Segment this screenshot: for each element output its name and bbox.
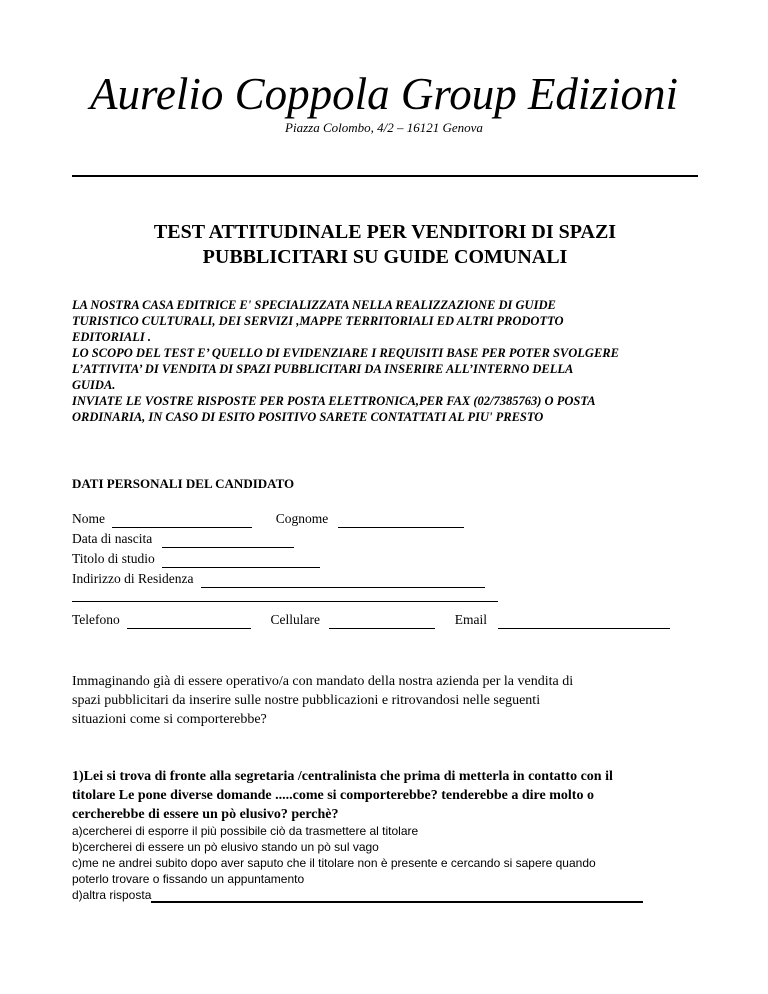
- intro-line: L’ATTIVITA’ DI VENDITA DI SPAZI PUBBLICITARI DA INSERIRE ALL’INTERNO DELLA: [72, 362, 574, 376]
- scenario-line: spazi pubblicitari da inserire sulle nostre pubblicazioni e ritrovandosi nelle seguenti: [72, 693, 541, 708]
- question-line: titolare Le pone diverse domande .....come si comporterebbe? tenderebbe a dire molto o: [72, 788, 594, 803]
- intro-line: LA NOSTRA CASA EDITRICE E' SPECIALIZZATA NELLA REALIZZAZIONE DI GUIDE: [72, 298, 556, 312]
- email-field[interactable]: [498, 614, 670, 629]
- title-line-1: TEST ATTITUDINALE PER VENDITORI DI SPAZI: [153, 221, 617, 243]
- document-title: [72, 220, 698, 270]
- cognome-label: Cognome: [275, 511, 329, 526]
- personal-data-heading: DATI PERSONALI DEL CANDIDATO: [72, 476, 295, 491]
- name-row: [72, 510, 464, 528]
- data-nascita-label: Data di nascita: [72, 531, 153, 546]
- cellulare-field[interactable]: [329, 614, 435, 629]
- company-name: Aurelio Coppola Group Edizioni: [90, 69, 678, 119]
- answer-d-label: d)altra risposta: [72, 888, 152, 902]
- birthdate-row: [72, 530, 294, 548]
- intro-paragraph: [72, 297, 712, 425]
- intro-line: INVIATE LE VOSTRE RISPOSTE PER POSTA ELETTRONICA,PER FAX (02/7385763) O POSTA: [72, 394, 596, 408]
- question-line: 1)Lei si trova di fronte alla segretaria /centralinista che prima di metterla in contatto con il: [72, 769, 613, 784]
- cognome-field[interactable]: [338, 513, 464, 528]
- answer-d-row: [72, 887, 712, 903]
- indirizzo-label: Indirizzo di Residenza: [72, 571, 194, 586]
- address-row: [72, 570, 485, 588]
- nome-label: Nome: [72, 511, 105, 526]
- intro-line: ORDINARIA, IN CASO DI ESITO POSITIVO SARETE CONTATTATI AL PIU' PRESTO: [72, 410, 544, 424]
- answer-b[interactable]: b)cercherei di essere un pò elusivo stando un pò sul vago: [72, 840, 379, 854]
- company-address: Piazza Colombo, 4/2 – 16121 Genova: [285, 120, 483, 135]
- telefono-field[interactable]: [127, 614, 251, 629]
- email-label: Email: [454, 612, 488, 627]
- question-1-answers: [72, 823, 712, 903]
- titolo-studio-label: Titolo di studio: [72, 551, 155, 566]
- intro-line: GUIDA.: [72, 378, 116, 392]
- titolo-studio-field[interactable]: [162, 553, 320, 568]
- answer-c[interactable]: c)me ne andrei subito dopo aver saputo che il titolare non è presente e cercando si sapere quando: [72, 856, 596, 870]
- indirizzo-field[interactable]: [201, 573, 485, 588]
- question-1: [72, 767, 712, 824]
- telefono-label: Telefono: [72, 612, 120, 627]
- question-line: cercherebbe di essere un pò elusivo? perchè?: [72, 807, 339, 822]
- answer-d-field[interactable]: [151, 889, 643, 903]
- cellulare-label: Cellulare: [270, 612, 321, 627]
- contact-row: [72, 611, 670, 629]
- intro-line: TURISTICO CULTURALI, DEI SERVIZI ,MAPPE TERRITORIALI ED ALTRI PRODOTTO: [72, 314, 564, 328]
- address-continuation-field[interactable]: [72, 601, 498, 602]
- study-row: [72, 550, 320, 568]
- intro-line: EDITORIALI .: [72, 330, 151, 344]
- scenario-line: situazioni come si comporterebbe?: [72, 712, 267, 727]
- answer-a[interactable]: a)cercherei di esporre il più possibile ciò da trasmettere al titolare: [72, 824, 419, 838]
- title-line-2: PUBBLICITARI SU GUIDE COMUNALI: [202, 246, 568, 268]
- nome-field[interactable]: [112, 513, 252, 528]
- answer-c-continued: poterlo trovare o fissando un appuntamento: [72, 872, 305, 886]
- data-nascita-field[interactable]: [162, 533, 294, 548]
- header-divider: [72, 175, 698, 177]
- intro-line: LO SCOPO DEL TEST E’ QUELLO DI EVIDENZIARE I REQUISITI BASE PER POTER SVOLGERE: [72, 346, 619, 360]
- scenario-line: Immaginando già di essere operativo/a con mandato della nostra azienda per la vendita di: [72, 674, 574, 689]
- scenario-paragraph: [72, 672, 692, 729]
